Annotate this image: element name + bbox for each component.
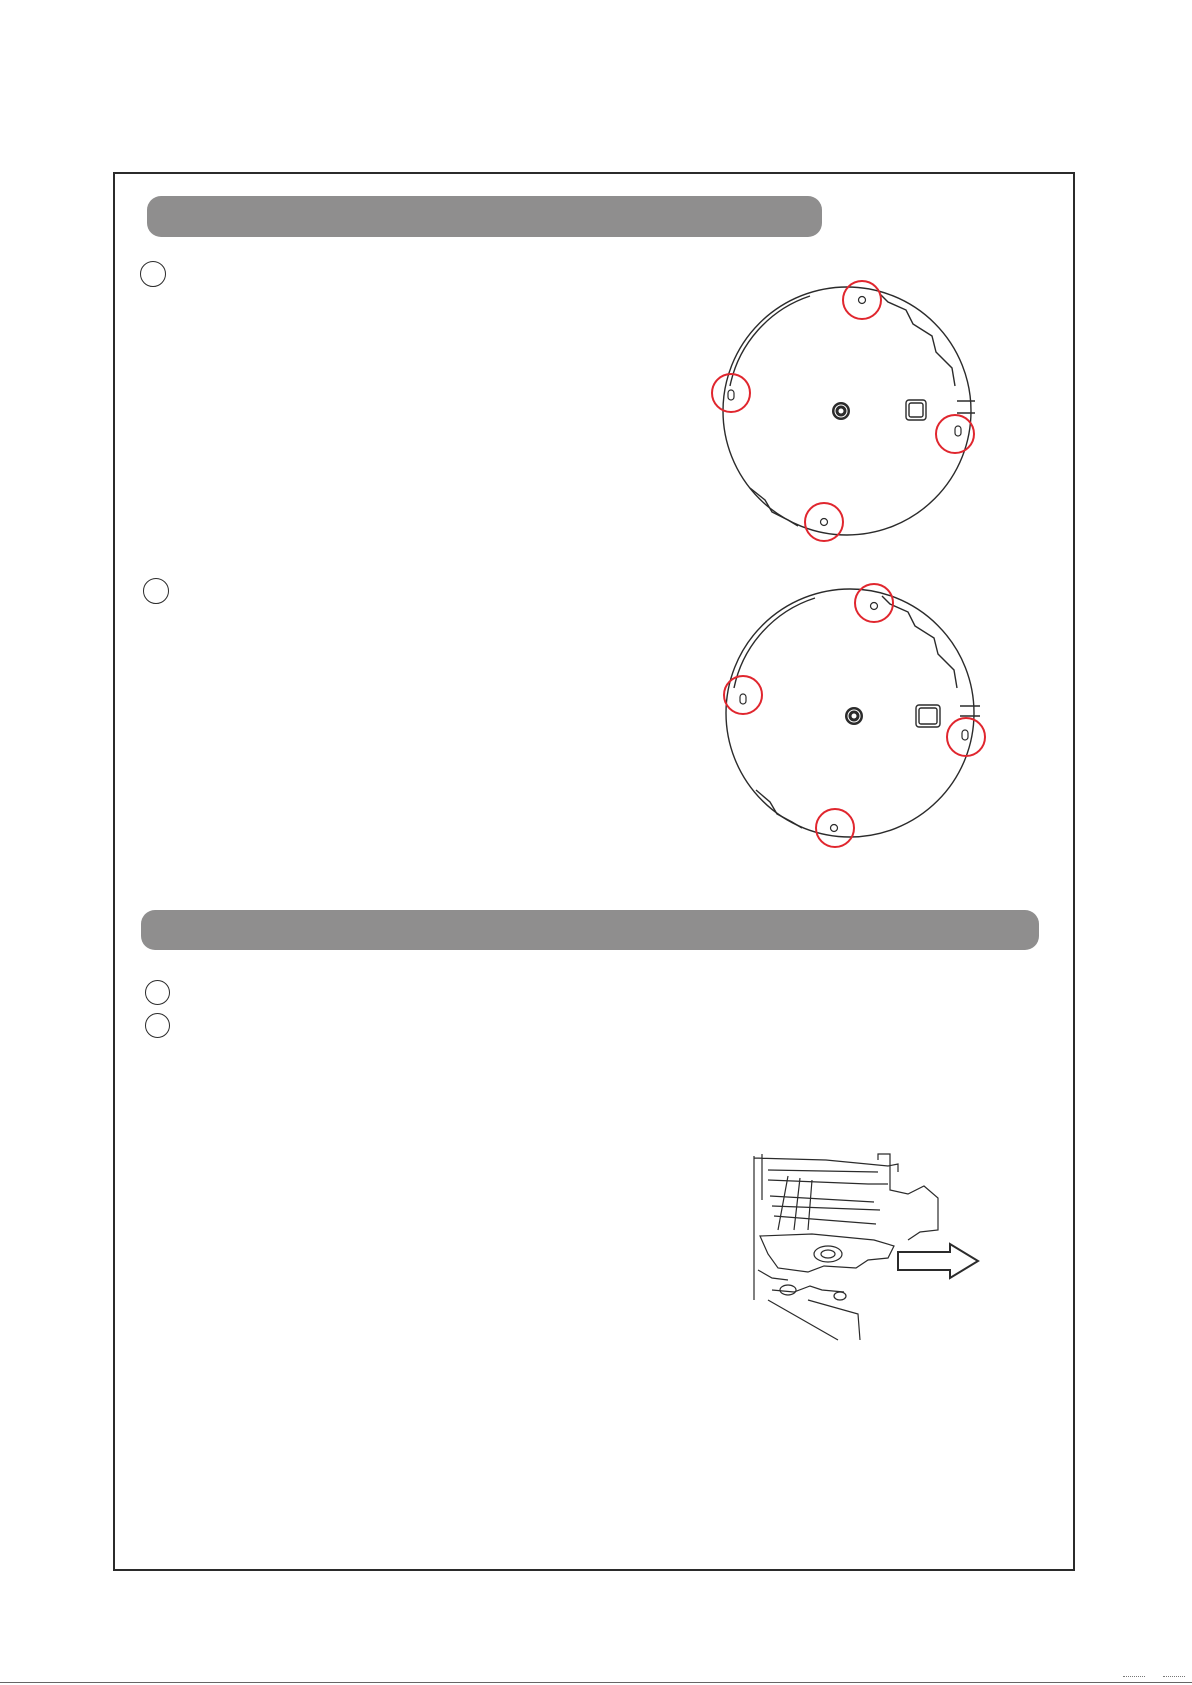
movement-pillars <box>778 1176 812 1230</box>
dial-foot-hole-top <box>871 603 878 610</box>
dial-foot-hole-top <box>859 297 866 304</box>
dial-notch-edge-right <box>880 294 955 386</box>
step-marker-2 <box>143 578 169 604</box>
footer-mark-1 <box>1123 1676 1145 1681</box>
step-marker-3 <box>145 980 170 1005</box>
dial-center-pinion <box>832 402 850 420</box>
dial-center-pinion <box>845 707 863 725</box>
dial-inner-arc-left <box>734 598 815 688</box>
movement-lower-parts <box>758 1270 844 1292</box>
dial-top-view-b-figure <box>720 578 1000 848</box>
highlight-circle-right <box>947 718 985 756</box>
movement-lead-lines <box>768 1300 860 1340</box>
movement-plate-lines <box>768 1170 888 1224</box>
section-header-bar-1 <box>147 196 822 237</box>
dial-top-view-a-figure <box>710 276 990 546</box>
dial-foot-hole-left <box>728 390 734 400</box>
step-marker-1 <box>140 261 166 287</box>
highlight-circle-left <box>724 676 762 714</box>
dial-notch-edge-bottom <box>756 790 802 828</box>
footer-rule <box>0 1682 1192 1683</box>
highlight-circle-top <box>843 281 881 319</box>
dial-tab <box>957 401 975 413</box>
movement-side-view-figure <box>748 1150 988 1350</box>
dial-foot-hole-bottom <box>821 519 828 526</box>
movement-wheel <box>814 1246 842 1262</box>
dial-notch-edge-bottom <box>750 488 798 526</box>
dial-inner-arc-left <box>730 296 810 386</box>
highlight-circle-bottom <box>816 809 854 847</box>
dial-foot-hole-right <box>955 426 961 436</box>
dial-tab <box>960 706 980 716</box>
direction-arrow <box>898 1244 978 1278</box>
step-marker-4 <box>145 1013 170 1038</box>
dial-foot-hole-left <box>740 694 746 704</box>
movement-bridge-edge <box>878 1154 938 1240</box>
footer-mark-2 <box>1163 1676 1185 1681</box>
dial-foot-hole-right <box>962 730 968 740</box>
dial-foot-hole-bottom <box>831 825 838 832</box>
highlight-circle-bottom <box>805 503 843 541</box>
section-header-bar-2 <box>141 910 1039 950</box>
movement-main-plate <box>760 1234 894 1272</box>
